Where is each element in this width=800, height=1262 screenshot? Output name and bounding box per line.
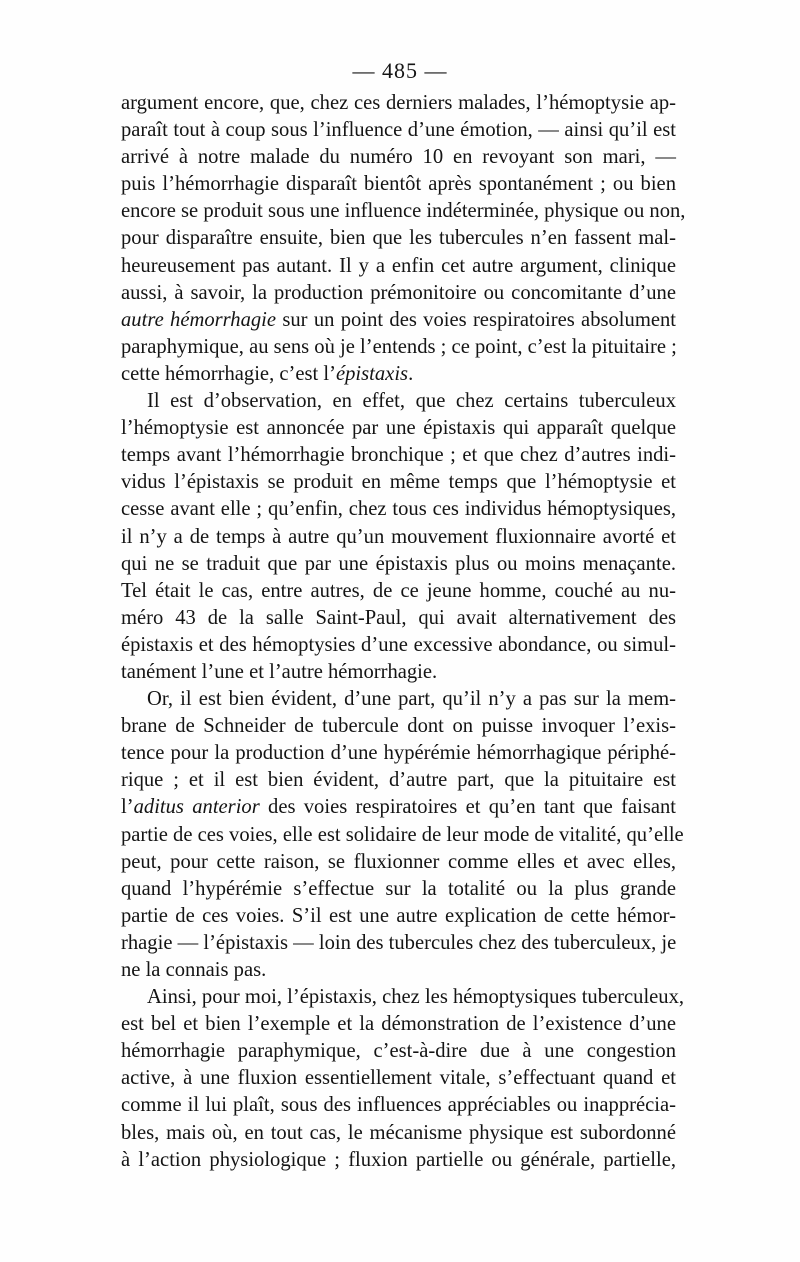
text-run: encore se produit sous une influence indéterminée, physique ou non, xyxy=(121,200,686,223)
text-run: quand l’hypérémie s’effectue sur la totalité ou la plus grande xyxy=(121,877,676,900)
text-run: vidus l’épistaxis se produit en même temps que l’hémoptysie et xyxy=(121,471,676,494)
text-line xyxy=(121,578,676,605)
text-line xyxy=(121,767,676,794)
text-line xyxy=(121,1092,676,1119)
text-line xyxy=(121,605,676,632)
text-line xyxy=(121,1147,676,1174)
text-run: cesse avant elle ; qu’enfin, chez tous ces individus hémoptysiques, xyxy=(121,498,676,521)
text-run: rhagie — l’épistaxis — loin des tubercules chez des tuberculeux, je xyxy=(121,931,677,954)
text-run: Ainsi, pour moi, l’épistaxis, chez les hémoptysiques tuberculeux, xyxy=(147,986,685,1009)
body-text xyxy=(121,90,686,1174)
text-line xyxy=(121,903,676,930)
text-line xyxy=(121,117,676,144)
text-line xyxy=(121,171,676,198)
text-line xyxy=(121,307,676,334)
text-line xyxy=(121,1038,676,1065)
text-run: tence pour la production d’une hypérémie hémorrhagique périphé- xyxy=(121,742,676,765)
text-line xyxy=(121,713,676,740)
text-run: cette hémorrhagie, c’est l’ xyxy=(121,362,336,385)
text-run: heureusement pas autant. Il y a enfin cet autre argument, clinique xyxy=(121,254,676,277)
italic-text: épistaxis xyxy=(335,362,409,385)
text-line xyxy=(121,144,676,171)
text-run: tanément l’une et l’autre hémorrhagie. xyxy=(121,660,438,683)
text-run: peut, pour cette raison, se fluxionner comme elles et avec elles, xyxy=(121,850,676,873)
text-run: sur un point des voies respiratoires absolument xyxy=(276,308,676,331)
text-run: qui ne se traduit que par une épistaxis plus ou moins menaçante. xyxy=(121,552,676,575)
text-run: épistaxis et des hémoptysies d’une excessive abondance, ou simul- xyxy=(121,633,676,656)
italic-text: autre hémorrhagie xyxy=(121,308,277,331)
text-run: argument encore, que, chez ces derniers malades, l’hémoptysie ap- xyxy=(121,92,676,114)
text-run: à l’action physiologique ; fluxion partielle ou générale, partielle, xyxy=(121,1148,676,1171)
text-line xyxy=(121,957,676,984)
text-line xyxy=(121,442,676,469)
text-line xyxy=(121,225,676,252)
text-line xyxy=(121,551,676,578)
text-run: Il est d’observation, en effet, que chez certains tuberculeux xyxy=(147,390,676,413)
text-run: des voies respiratoires et qu’en tant que faisant xyxy=(259,796,676,819)
text-line xyxy=(121,198,686,225)
text-line xyxy=(121,740,676,767)
text-line xyxy=(121,415,676,442)
text-line xyxy=(121,659,676,686)
text-line xyxy=(121,686,676,713)
text-run: Or, il est bien évident, d’une part, qu’il n’y a pas sur la mem- xyxy=(147,688,676,711)
text-line xyxy=(121,984,685,1011)
text-run: paraît tout à coup sous l’influence d’une émotion, — ainsi qu’il est xyxy=(121,119,676,142)
italic-text: aditus anterior xyxy=(133,796,260,819)
text-line xyxy=(121,388,676,415)
text-run: . xyxy=(408,362,414,385)
text-run: l’ xyxy=(121,796,134,819)
text-run: puis l’hémorrhagie disparaît bientôt après spontanément ; ou bien xyxy=(121,173,676,196)
text-run: bles, mais où, en tout cas, le mécanisme physique est subordonné xyxy=(121,1121,676,1144)
text-run: arrivé à notre malade du numéro 10 en revoyant son mari, — xyxy=(121,146,676,169)
text-run: Tel était le cas, entre autres, de ce jeune homme, couché au nu- xyxy=(121,579,676,602)
text-line xyxy=(121,1065,676,1092)
text-run: active, à une fluxion essentiellement vitale, s’effectuant quand et xyxy=(121,1067,676,1090)
text-run: temps avant l’hémorrhagie bronchique ; et que chez d’autres indi- xyxy=(121,444,676,467)
text-run: l’hémoptysie est annoncée par une épistaxis qui apparaît quelque xyxy=(121,417,676,440)
text-line xyxy=(121,496,676,523)
text-line xyxy=(121,822,684,849)
text-run: partie de ces voies. S’il est une autre explication de cette hémor- xyxy=(121,904,676,927)
text-line xyxy=(121,632,676,659)
text-line xyxy=(121,253,676,280)
text-line xyxy=(121,849,676,876)
text-line xyxy=(121,90,676,117)
paragraph xyxy=(121,686,684,984)
text-line xyxy=(121,361,676,388)
paragraph xyxy=(121,90,686,388)
text-run: comme il lui plaît, sous des influences appréciables ou inapprécia- xyxy=(121,1094,676,1117)
text-line xyxy=(121,524,676,551)
text-run: il n’y a de temps à autre qu’un mouvement fluxionnaire avorté et xyxy=(121,525,676,548)
text-line xyxy=(121,469,676,496)
text-run: aussi, à savoir, la production prémonitoire ou concomitante d’une xyxy=(121,281,676,304)
text-run: rique ; et il est bien évident, d’autre part, que la pituitaire est xyxy=(121,769,676,792)
text-run: hémorrhagie paraphymique, c’est-à-dire due à une congestion xyxy=(121,1040,676,1063)
text-run: méro 43 de la salle Saint-Paul, qui avait alternativement des xyxy=(121,606,676,629)
text-run: partie de ces voies, elle est solidaire de leur mode de vitalité, qu’elle xyxy=(121,823,684,846)
paragraph xyxy=(121,388,676,686)
text-run: pour disparaître ensuite, bien que les tubercules n’en fassent mal- xyxy=(121,227,676,250)
text-line xyxy=(121,334,676,361)
text-line xyxy=(121,876,676,903)
text-line xyxy=(121,280,676,307)
paragraph xyxy=(121,984,685,1174)
text-line xyxy=(121,930,676,957)
text-run: brane de Schneider de tubercule dont on puisse invoquer l’exis- xyxy=(121,715,676,738)
text-line xyxy=(121,1120,676,1147)
text-run: ne la connais pas. xyxy=(121,959,267,981)
text-line xyxy=(121,794,676,821)
page-number: — 485 — xyxy=(352,58,448,83)
text-line xyxy=(121,1011,676,1038)
text-run: est bel et bien l’exemple et la démonstration de l’existence d’une xyxy=(121,1013,676,1036)
text-run: paraphymique, au sens où je l’entends ; ce point, c’est la pituitaire ; xyxy=(121,335,677,358)
